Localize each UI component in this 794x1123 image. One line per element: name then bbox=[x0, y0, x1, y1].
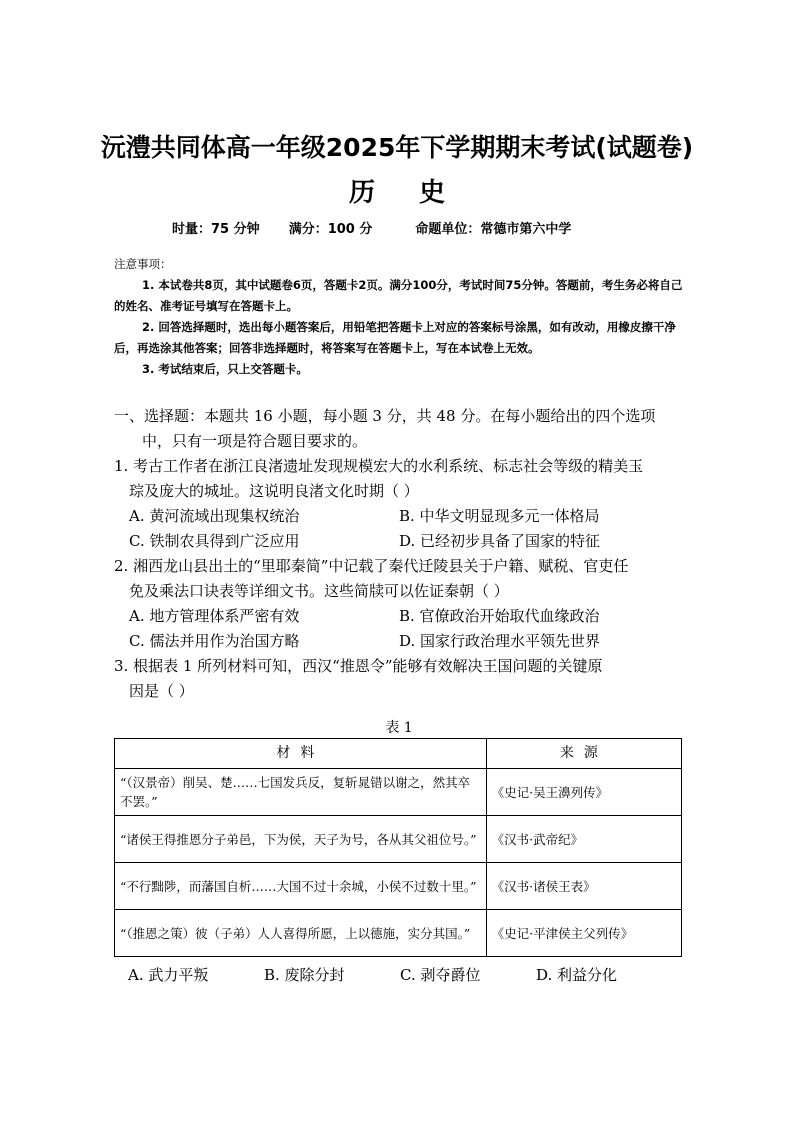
question-stem-line: 免及乘法口诀表等详细文书。这些简牍可以佐证秦朝（ ） bbox=[129, 582, 509, 600]
table-cell-material: “诸侯王得推恩分子弟邑，下为侯，天子为号，各从其父祖位号。” bbox=[115, 816, 487, 863]
question-stem-line: 琮及庞大的城址。这说明良渚文化时期（ ） bbox=[129, 482, 419, 500]
option-a: A. 武力平叛 bbox=[128, 966, 209, 984]
notes-heading: 注意事项： bbox=[114, 257, 172, 271]
exam-time: 时量：75 分钟 bbox=[172, 222, 260, 237]
option-d: D. 利益分化 bbox=[536, 966, 618, 984]
option-b: B. 废除分封 bbox=[264, 966, 345, 984]
note-item: 3. 考试结束后，只上交答题卡。 bbox=[142, 362, 308, 376]
table-header-row bbox=[115, 739, 682, 769]
questions-body bbox=[114, 404, 684, 988]
option-c: C. 铁制农具得到广泛应用 bbox=[129, 532, 300, 550]
option-a: A. 地方管理体系严密有效 bbox=[129, 607, 300, 625]
question-stem-line: 1. 考古工作者在浙江良渚遗址发现规模宏大的水利系统、标志社会等级的精美玉 bbox=[114, 457, 644, 475]
question-3 bbox=[114, 654, 684, 988]
option-d: D. 已经初步具备了国家的特征 bbox=[399, 532, 601, 550]
table-caption: 表 1 bbox=[385, 720, 413, 736]
note-item: 2. 回答选择题时，选出每小题答案后，用铅笔把答题卡上对应的答案标号涂黑，如有改动，用橡皮擦干净后，再选涂其他答案；回答非选择题时，将答案写在答题卡上，写在本试卷上无效。 bbox=[114, 320, 676, 355]
table-cell-material: “（推恩之策）彼（子弟）人人喜得所愿，上以德施，实分其国。” bbox=[115, 910, 487, 957]
section-line-1: 一、选择题：本题共 16 小题，每小题 3 分，共 48 分。在每小题给出的四个选项 bbox=[114, 407, 656, 425]
question-stem-line: 2. 湘西龙山县出土的“里耶秦简”中记载了秦代迁陵县关于户籍、赋税、官吏任 bbox=[114, 557, 629, 575]
table-cell-source: 《汉书·武帝纪》 bbox=[486, 816, 681, 863]
exam-unit: 命题单位：常德市第六中学 bbox=[415, 222, 572, 237]
section-heading bbox=[114, 404, 684, 454]
question-stem-line: 3. 根据表 1 所列材料可知，西汉“推恩令”能够有效解决王国问题的关键原 bbox=[114, 657, 603, 675]
exam-score: 满分：100 分 bbox=[288, 222, 373, 237]
option-b: B. 中华文明显现多元一体格局 bbox=[399, 507, 600, 525]
note-item: 1. 本试卷共8页，其中试题卷6页，答题卡2页。满分100分，考试时间75分钟。答题前，考生务必将自己的姓名、准考证号填写在答题卡上。 bbox=[114, 278, 683, 313]
question-1 bbox=[114, 454, 684, 554]
question-stem-line: 因是（ ） bbox=[129, 682, 194, 700]
table-row bbox=[115, 769, 682, 816]
table-cell-source: 《史记·平津侯主父列传》 bbox=[486, 910, 681, 957]
exam-title: 沅澧共同体高一年级2025年下学期期末考试(试题卷) bbox=[100, 133, 694, 162]
option-c: C. 剥夺爵位 bbox=[400, 966, 481, 984]
question-options bbox=[114, 604, 684, 654]
option-a: A. 黄河流域出现集权统治 bbox=[129, 507, 300, 525]
materials-table bbox=[114, 738, 682, 957]
option-b: B. 官僚政治开始取代血缘政治 bbox=[399, 607, 600, 625]
subject-title: 历史 bbox=[348, 178, 489, 208]
table-cell-source: 《史记·吴王濞列传》 bbox=[486, 769, 681, 816]
option-d: D. 国家行政治理水平领先世界 bbox=[399, 632, 601, 650]
section-line-2: 中，只有一项是符合题目要求的。 bbox=[142, 432, 368, 450]
table-row bbox=[115, 816, 682, 863]
question-options bbox=[114, 504, 684, 554]
table-row bbox=[115, 910, 682, 957]
exam-meta bbox=[172, 218, 571, 237]
table-cell-source: 《汉书·诸侯王表》 bbox=[486, 863, 681, 910]
option-c: C. 儒法并用作为治国方略 bbox=[129, 632, 300, 650]
table-header-source: 来源 bbox=[486, 739, 681, 769]
question-options bbox=[114, 963, 684, 988]
notes-block bbox=[114, 254, 684, 380]
table-header-material: 材料 bbox=[115, 739, 487, 769]
question-2 bbox=[114, 554, 684, 654]
table-row bbox=[115, 863, 682, 910]
table-cell-material: “不行黜陟，而藩国自析……大国不过十余城，小侯不过数十里。” bbox=[115, 863, 487, 910]
table-cell-material: “（汉景帝）削吴、楚……七国发兵反，复斩晁错以谢之，然其卒不罢。” bbox=[115, 769, 487, 816]
